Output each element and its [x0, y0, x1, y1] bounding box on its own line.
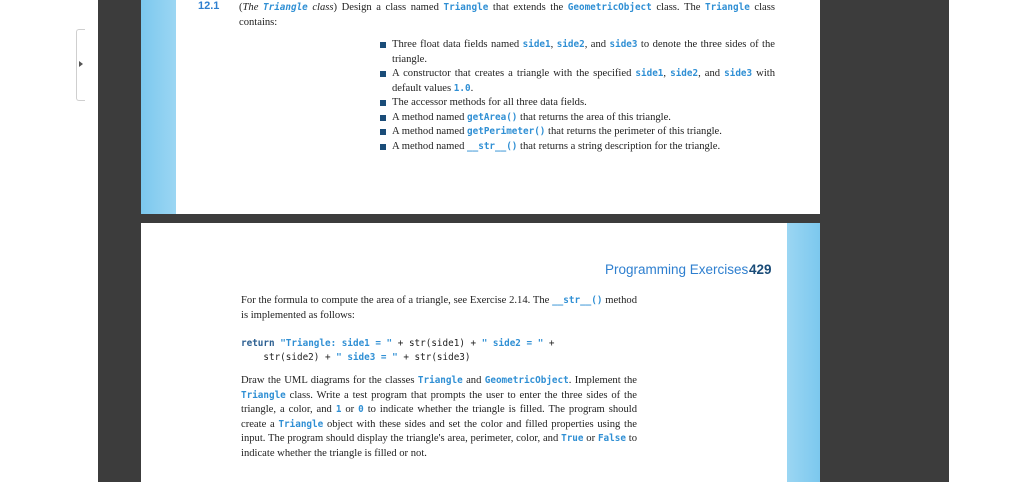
list-item: A constructor that creates a triangle with the specified side1, side2, and side3 with default values 1.0.: [380, 67, 775, 96]
running-header-title: Programming Exercises: [605, 262, 749, 277]
list-item: Three float data fields named side1, side2, and side3 to denote the three sides of the triangle.: [380, 38, 775, 67]
exercise-number: 12.1: [198, 0, 220, 12]
exercise-intro: (The Triangle class) Design a class named Triangle that extends the GeometricObject class. The Triangle class contains:: [239, 2, 775, 28]
paragraph-instructions: Draw the UML diagrams for the classes Triangle and GeometricObject. Implement the Triangle class. Write a test program that prompts the user to enter the three sides of the triangle, a color, and 1 or 0 to indicate whether the triangle is filled. The program should create a Triangle object with these sides and set the color and filled properties using the input. The program should display the triangle's area, perimeter, color, and True or False to indicate whether the triangle is filled or not.: [241, 375, 637, 459]
page-margin-strip: [141, 0, 176, 214]
code-line: str(side2) + " side3 = " + str(side3): [241, 351, 471, 363]
code-block: [241, 337, 555, 364]
list-item: The accessor methods for all three data fields.: [380, 96, 775, 111]
paragraph-formula: For the formula to compute the area of a triangle, see Exercise 2.14. The __str__() method is implemented as follows:: [241, 295, 637, 321]
code-line: return "Triangle: side1 = " + str(side1) + " side2 = " +: [241, 338, 555, 349]
list-item: A method named getPerimeter() that returns the perimeter of this triangle.: [380, 125, 775, 140]
chevron-right-icon: [79, 61, 83, 67]
sidebar-toggle-tab[interactable]: [76, 29, 85, 101]
page-margin-strip: [787, 223, 820, 482]
exercise-bullet-list: [380, 38, 775, 154]
page-number: 429: [749, 262, 772, 277]
list-item: A method named getArea() that returns the area of this triangle.: [380, 111, 775, 126]
list-item: A method named __str__() that returns a string description for the triangle.: [380, 140, 775, 155]
